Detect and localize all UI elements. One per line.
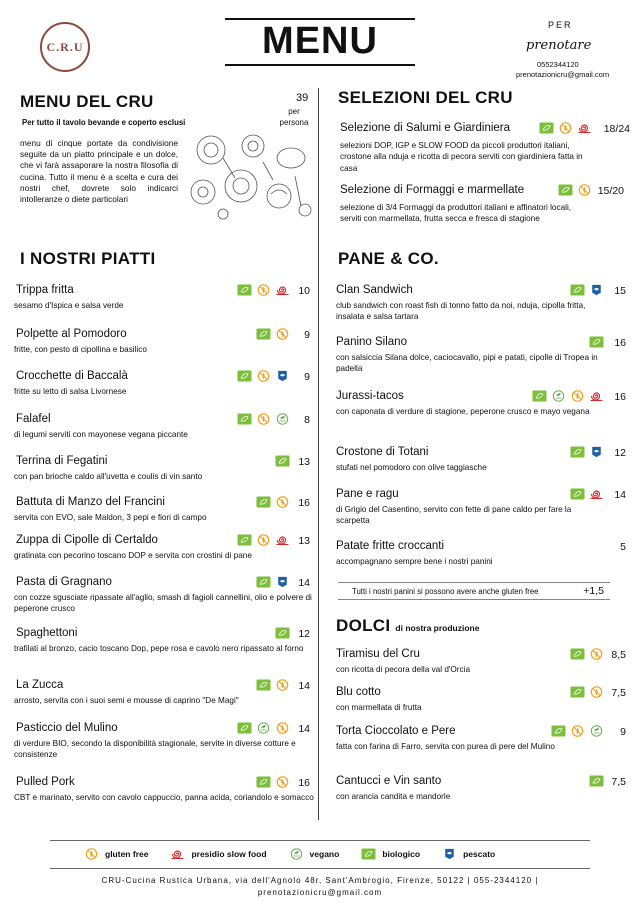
organic-leaf-icon <box>570 686 585 698</box>
menu-item-icons <box>275 455 290 467</box>
menu-item-description: selezioni DOP, IGP e SLOW FOOD da piccoli produttori italiani, crostone alla nduja e ricotta di pecora serviti con giardiniera fatta in casa <box>340 141 583 173</box>
menu-item-name: Crocchette di Baccalà <box>16 370 128 382</box>
gluten-free-note-price: +1,5 <box>583 585 604 597</box>
menu-item-price: 8,5 <box>611 649 626 661</box>
legend-rule-bottom <box>50 868 590 869</box>
slow-food-icon <box>275 284 290 296</box>
gluten-free-note-text: Tutti i nostri panini si possono avere anche gluten free <box>352 586 539 596</box>
organic-leaf-icon <box>589 775 604 787</box>
organic-leaf-icon <box>275 455 290 467</box>
organic-leaf-icon <box>558 184 573 196</box>
legend-slow <box>170 848 266 860</box>
slow-food-icon <box>170 848 185 860</box>
legend-fish <box>442 848 495 860</box>
legend <box>84 848 495 860</box>
legend-fish-label: pescato <box>463 849 496 859</box>
slow-food-icon <box>589 488 604 500</box>
menu-item-price: 9 <box>304 371 310 383</box>
menu-item-description: sesamo d'Ispica e salsa verde <box>14 301 124 310</box>
slow-food-icon <box>275 534 290 546</box>
menu-item-description: accompagnano sempre bene i nostri panini <box>336 557 493 566</box>
organic-leaf-icon <box>589 336 604 348</box>
menu-item-description: selezione di 3/4 Formaggi da produttori italiani e affinatori locali, serviti con marmellata, frutta secca e fresca di stagione <box>340 203 572 224</box>
organic-leaf-icon <box>256 776 271 788</box>
menu-item-icons <box>589 775 604 787</box>
menu-item-name: Polpette al Pomodoro <box>16 328 127 340</box>
organic-leaf-icon <box>237 284 252 296</box>
menu-item-icons <box>237 413 290 425</box>
menu-item-name: Zuppa di Cipolle di Certaldo <box>16 534 158 546</box>
menu-item-name: Spaghettoni <box>16 627 78 639</box>
menu-item-icons <box>256 679 290 691</box>
organic-leaf-icon <box>256 679 271 691</box>
menu-item-icons <box>589 336 604 348</box>
menu-item-icons <box>256 576 290 588</box>
menu-cru-per-persona: per persona <box>279 107 309 128</box>
per-label: PER <box>548 20 573 30</box>
menu-item-description: con caponata di verdure di stagione, peperone crusco e mayo vegana <box>336 407 590 416</box>
organic-leaf-icon <box>237 534 252 546</box>
menu-item-icons <box>237 722 290 734</box>
organic-leaf-icon <box>532 390 547 402</box>
footer-email[interactable]: prenotazionicru@gmail.com <box>257 888 383 897</box>
menu-item-name: Trippa fritta <box>16 284 74 296</box>
menu-item-price: 14 <box>298 577 310 589</box>
dolci-title <box>336 616 479 636</box>
menu-item-name: Pasta di Gragnano <box>16 576 112 588</box>
menu-item-name: Pane e ragu <box>336 488 399 500</box>
menu-item-description: gratinata con pecorino toscano DOP e servita con crostini di pane <box>14 551 252 560</box>
menu-item-icons <box>570 284 604 296</box>
menu-item-description: con ricotta di pecora della val d'Orcia <box>336 665 470 674</box>
fish-icon <box>589 446 604 458</box>
menu-item-price: 16 <box>298 497 310 509</box>
legend-vegan-label: vegano <box>309 849 340 859</box>
pane-title: PANE & CO. <box>338 249 439 268</box>
menu-item-icons <box>237 534 290 546</box>
menu-cru-title: MENU DEL CRU <box>20 92 154 111</box>
gluten-free-icon <box>589 686 604 698</box>
menu-item-description: fatta con farina di Farro, servita con purea di pere del Mulino <box>336 742 555 751</box>
gluten-free-icon <box>570 390 585 402</box>
menu-item-price: 7,5 <box>611 687 626 699</box>
menu-item-icons <box>237 284 290 296</box>
dolci-title-main: DOLCI <box>336 616 391 635</box>
menu-item-price: 14 <box>614 489 626 501</box>
menu-item-price: 18/24 <box>603 123 630 135</box>
menu-item-price: 13 <box>298 456 310 468</box>
gluten-free-icon <box>577 184 592 196</box>
gluten-free-icon <box>256 413 271 425</box>
menu-item-name: Blu cotto <box>336 686 381 698</box>
menu-item-price: 9 <box>304 329 310 341</box>
gluten-free-icon <box>256 534 271 546</box>
gluten-free-icon <box>589 648 604 660</box>
menu-item-price: 7,5 <box>611 776 626 788</box>
menu-item-description: di Grigio del Casentino, servito con fette di pane caldo per fare la scarpetta <box>336 505 572 526</box>
menu-item-icons <box>558 184 592 196</box>
menu-cru-price: 39 <box>296 92 309 104</box>
menu-item-name: Cantucci e Vin santo <box>336 775 442 787</box>
fish-icon <box>275 576 290 588</box>
menu-item-description: con marmellata di frutta <box>336 703 422 712</box>
menu-item-icons <box>275 627 290 639</box>
menu-item-name: Selezione di Salumi e Giardiniera <box>340 122 511 134</box>
menu-item-price: 12 <box>614 447 626 459</box>
organic-leaf-icon <box>539 122 554 134</box>
vegan-icon <box>589 725 604 737</box>
menu-item-description: con salsiccia Silana dolce, caciocavallo, pipi e patati, cipolle di Tropea in padella <box>336 353 598 374</box>
gluten-free-icon <box>256 284 271 296</box>
gluten-free-icon <box>256 370 271 382</box>
menu-item-name: Crostone di Totani <box>336 446 429 458</box>
vegan-icon <box>551 390 566 402</box>
menu-item-name: Falafel <box>16 413 51 425</box>
menu-item-name: Battuta di Manzo del Francini <box>16 496 165 508</box>
organic-leaf-icon <box>570 284 585 296</box>
menu-item-price: 15/20 <box>597 185 624 197</box>
menu-item-name: Jurassi-tacos <box>336 390 404 402</box>
food-sketch-illustration <box>183 128 313 220</box>
menu-item-description: club sandwich con roast fish di tonno fatto da noi, nduja, cipolla fritta, insalata e salsa tartara <box>336 301 586 322</box>
title-rule-bottom <box>225 64 415 66</box>
legend-gluten <box>84 848 148 860</box>
menu-item-name: Tiramisu del Cru <box>336 648 420 660</box>
piatti-title: I NOSTRI PIATTI <box>20 249 156 268</box>
organic-leaf-icon <box>237 413 252 425</box>
gluten-free-icon <box>275 328 290 340</box>
menu-item-icons <box>551 725 604 737</box>
legend-gluten-label: gluten free <box>105 849 149 859</box>
menu-item-icons <box>570 446 604 458</box>
menu-item-price: 15 <box>614 285 626 297</box>
legend-bio-label: biologico <box>382 849 421 859</box>
cru-logo <box>40 22 90 72</box>
menu-item-name: Patate fritte croccanti <box>336 540 445 552</box>
gluten-free-icon <box>275 722 290 734</box>
fish-icon <box>442 848 457 860</box>
vegan-icon <box>289 848 304 860</box>
organic-leaf-icon <box>237 370 252 382</box>
vegan-icon <box>256 722 271 734</box>
vegan-icon <box>275 413 290 425</box>
page-title: MENU <box>262 20 378 62</box>
legend-slow-label: presidio slow food <box>191 849 267 859</box>
menu-item-description: stufati nel pomodoro con olive taggiasche <box>336 463 487 472</box>
organic-leaf-icon <box>551 725 566 737</box>
menu-item-price: 16 <box>298 777 310 789</box>
slow-food-icon <box>589 390 604 402</box>
menu-item-price: 14 <box>298 723 310 735</box>
menu-item-name: Pasticcio del Mulino <box>16 722 118 734</box>
organic-leaf-icon <box>237 722 252 734</box>
organic-leaf-icon <box>256 496 271 508</box>
menu-item-icons <box>256 496 290 508</box>
dolci-title-small: di nostra produzione <box>395 623 480 633</box>
menu-item-price: 13 <box>298 535 310 547</box>
header-email[interactable]: prenotazionicru@gmail.com <box>516 70 610 79</box>
organic-leaf-icon <box>275 627 290 639</box>
menu-item-description: di verdure BIO, secondo la disponibilità stagionale, servite in diverse cotture e consistenze <box>14 739 296 760</box>
menu-item-name: Panino Silano <box>336 336 407 348</box>
gluten-free-icon <box>558 122 573 134</box>
menu-cru-description: menu di cinque portate da condivisione seguite da un piatto principale e un dolce, che vi farà assaporare la nostra filosofia di cucina. Tutto il menu è a scelta e cura dei nostri chef, dovrete solo indicarci intolleranze o diete particolari <box>20 138 178 204</box>
menu-item-icons <box>570 488 604 500</box>
prenotare-label: prenotare <box>526 38 592 53</box>
gluten-free-icon <box>570 725 585 737</box>
menu-item-icons <box>256 776 290 788</box>
gluten-free-note <box>338 582 610 600</box>
fish-icon <box>275 370 290 382</box>
menu-item-price: 12 <box>298 628 310 640</box>
menu-item-description: con cozze sgusciate ripassate all'aglio, smash di fagioli cannellini, olio e polvere di peperone crusco <box>14 593 312 614</box>
organic-leaf-icon <box>256 328 271 340</box>
menu-item-icons <box>532 390 604 402</box>
menu-item-price: 5 <box>620 541 626 553</box>
menu-item-name: Selezione di Formaggi e marmellate <box>340 184 525 196</box>
organic-leaf-icon <box>570 648 585 660</box>
menu-item-name: La Zucca <box>16 679 64 691</box>
menu-item-icons <box>256 328 290 340</box>
menu-item-icons <box>570 686 604 698</box>
menu-item-name: Clan Sandwich <box>336 284 413 296</box>
organic-leaf-icon <box>570 488 585 500</box>
menu-item-icons <box>237 370 290 382</box>
menu-item-icons <box>539 122 592 134</box>
gluten-free-icon <box>275 776 290 788</box>
menu-item-description: CBT e marinato, servito con cavolo cappuccio, panna acida, coriandolo e somacco <box>14 793 314 802</box>
menu-item-name: Pulled Pork <box>16 776 75 788</box>
organic-leaf-icon <box>570 446 585 458</box>
menu-item-price: 16 <box>614 337 626 349</box>
menu-item-price: 16 <box>614 391 626 403</box>
organic-leaf-icon <box>361 848 376 860</box>
menu-item-description: arrosto, servita con i suoi semi e mousse di caprino "De Magi" <box>14 696 239 705</box>
menu-item-description: con pan brioche caldo all'uvetta e coulis di vin santo <box>14 472 203 481</box>
selezioni-title: SELEZIONI DEL CRU <box>338 88 513 107</box>
fish-icon <box>589 284 604 296</box>
menu-item-price: 10 <box>298 285 310 297</box>
organic-leaf-icon <box>256 576 271 588</box>
legend-vegan <box>289 848 340 860</box>
menu-cru-subtitle: Per tutto il tavolo bevande e coperto esclusi <box>22 118 186 127</box>
header-phone[interactable]: 0552344120 <box>537 60 579 69</box>
menu-item-description: fritte su letto di salsa Livornese <box>14 387 127 396</box>
menu-item-price: 8 <box>304 414 310 426</box>
column-divider <box>318 88 319 820</box>
logo-text: C.R.U <box>46 39 84 54</box>
menu-item-description: servita con EVO, sale Maldon, 3 pepi e fiori di campo <box>14 513 207 522</box>
menu-item-description: con arancia candita e mandorle <box>336 792 451 801</box>
menu-item-name: Torta Cioccolato e Pere <box>336 725 456 737</box>
menu-item-name: Terrina di Fegatini <box>16 455 108 467</box>
legend-rule-top <box>50 840 590 841</box>
menu-item-description: fritte, con pesto di cipollina e basilico <box>14 345 147 354</box>
gluten-free-icon <box>84 848 99 860</box>
gluten-free-icon <box>275 679 290 691</box>
menu-item-price: 14 <box>298 680 310 692</box>
slow-food-icon <box>577 122 592 134</box>
legend-bio <box>361 848 420 860</box>
gluten-free-icon <box>275 496 290 508</box>
footer-address: CRU-Cucina Rustica Urbana, via dell'Agnolo 48r, Sant'Ambrogio, Firenze, 50122 | 055-2344120 | <box>101 876 539 885</box>
menu-item-description: di legumi serviti con mayonese vegana piccante <box>14 430 188 439</box>
menu-item-description: trafilati al bronzo, cacio toscano Dop, pepe rosa e cavolo nero ripassato al forno <box>14 644 304 653</box>
menu-item-icons <box>570 648 604 660</box>
menu-item-price: 9 <box>620 726 626 738</box>
